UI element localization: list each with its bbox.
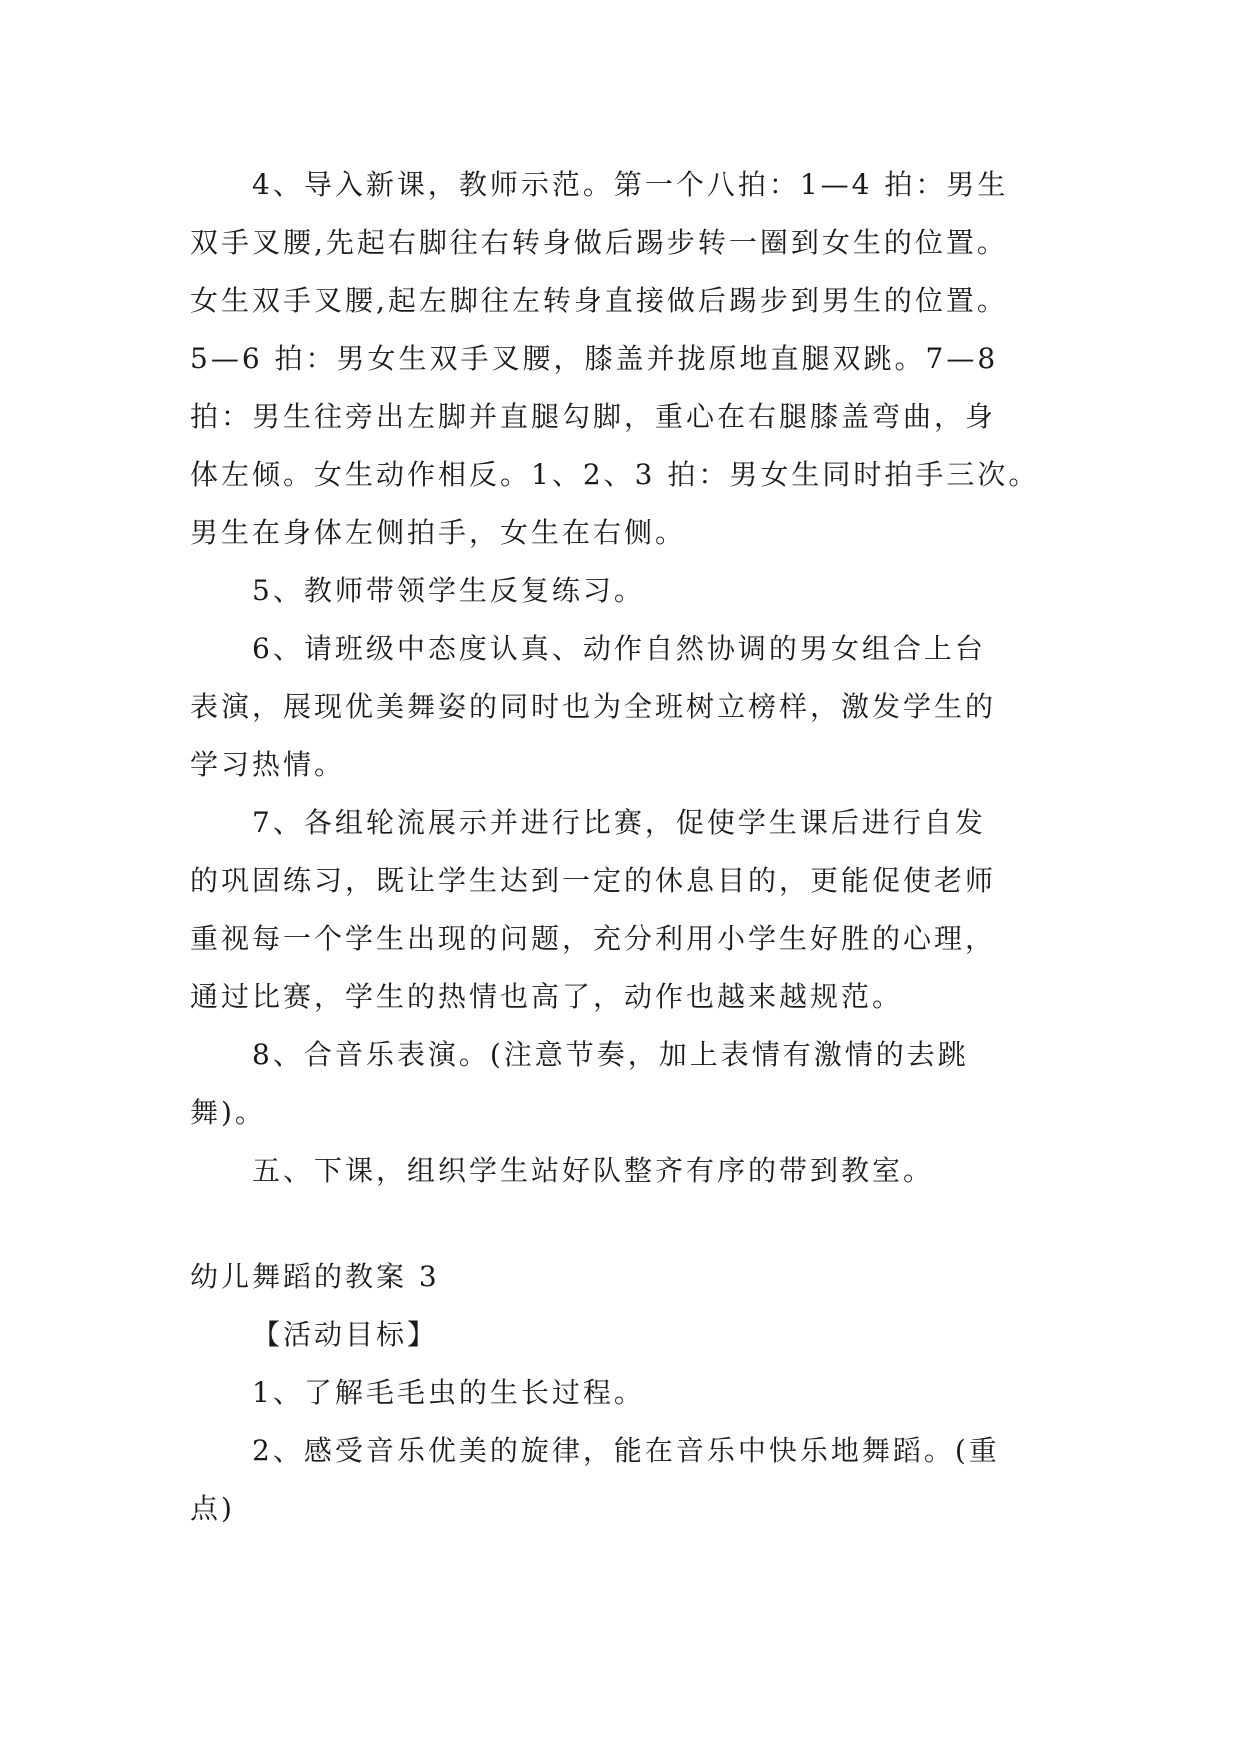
paragraph-line: 通过比赛，学生的热情也高了，动作也越来越规范。: [190, 980, 904, 1013]
paragraph-line: 拍：男生往旁出左脚并直腿勾脚，重心在右腿膝盖弯曲，身: [190, 400, 997, 433]
paragraph-line: 4、导入新课，教师示范。第一个八拍：1—4 拍：男生: [252, 168, 1009, 201]
paragraph-line: 5、教师带领学生反复练习。: [252, 574, 645, 607]
paragraph-line: 体左倾。女生动作相反。1、2、3 拍：男女生同时拍手三次。: [190, 458, 1040, 491]
paragraph-line: 5—6 拍：男女生双手叉腰，膝盖并拢原地直腿双跳。7—8: [190, 342, 999, 375]
paragraph-line: 重视每一个学生出现的问题，充分利用小学生好胜的心理，: [190, 922, 997, 955]
paragraph-line: 2、感受音乐优美的旋律，能在音乐中快乐地舞蹈。(重: [252, 1434, 1000, 1467]
paragraph-line: 女生双手叉腰,起左脚往左转身直接做后踢步到男生的位置。: [190, 284, 1008, 317]
paragraph-line: 双手叉腰,先起右脚往右转身做后踢步转一圈到女生的位置。: [190, 226, 1008, 259]
paragraph-line: 1、了解毛毛虫的生长过程。: [252, 1376, 645, 1409]
paragraph-line: 6、请班级中态度认真、动作自然协调的男女组合上台: [252, 632, 986, 665]
paragraph-line: 8、合音乐表演。(注意节奏，加上表情有激情的去跳: [252, 1038, 969, 1071]
subsection-heading: 【活动目标】: [252, 1318, 439, 1351]
paragraph-line: 点): [190, 1492, 235, 1525]
paragraph-line: 7、各组轮流展示并进行比赛，促使学生课后进行自发: [252, 806, 986, 839]
section-heading: 幼儿舞蹈的教案 3: [190, 1260, 440, 1293]
paragraph-line: 男生在身体左侧拍手，女生在右侧。: [190, 516, 687, 549]
paragraph-line: 舞)。: [190, 1096, 266, 1129]
paragraph-line: 五、下课，组织学生站好队整齐有序的带到教室。: [252, 1154, 935, 1187]
paragraph-line: 学习热情。: [190, 748, 346, 781]
paragraph-line: 表演，展现优美舞姿的同时也为全班树立榜样，激发学生的: [190, 690, 997, 723]
paragraph-line: 的巩固练习，既让学生达到一定的休息目的，更能促使老师: [190, 864, 997, 897]
